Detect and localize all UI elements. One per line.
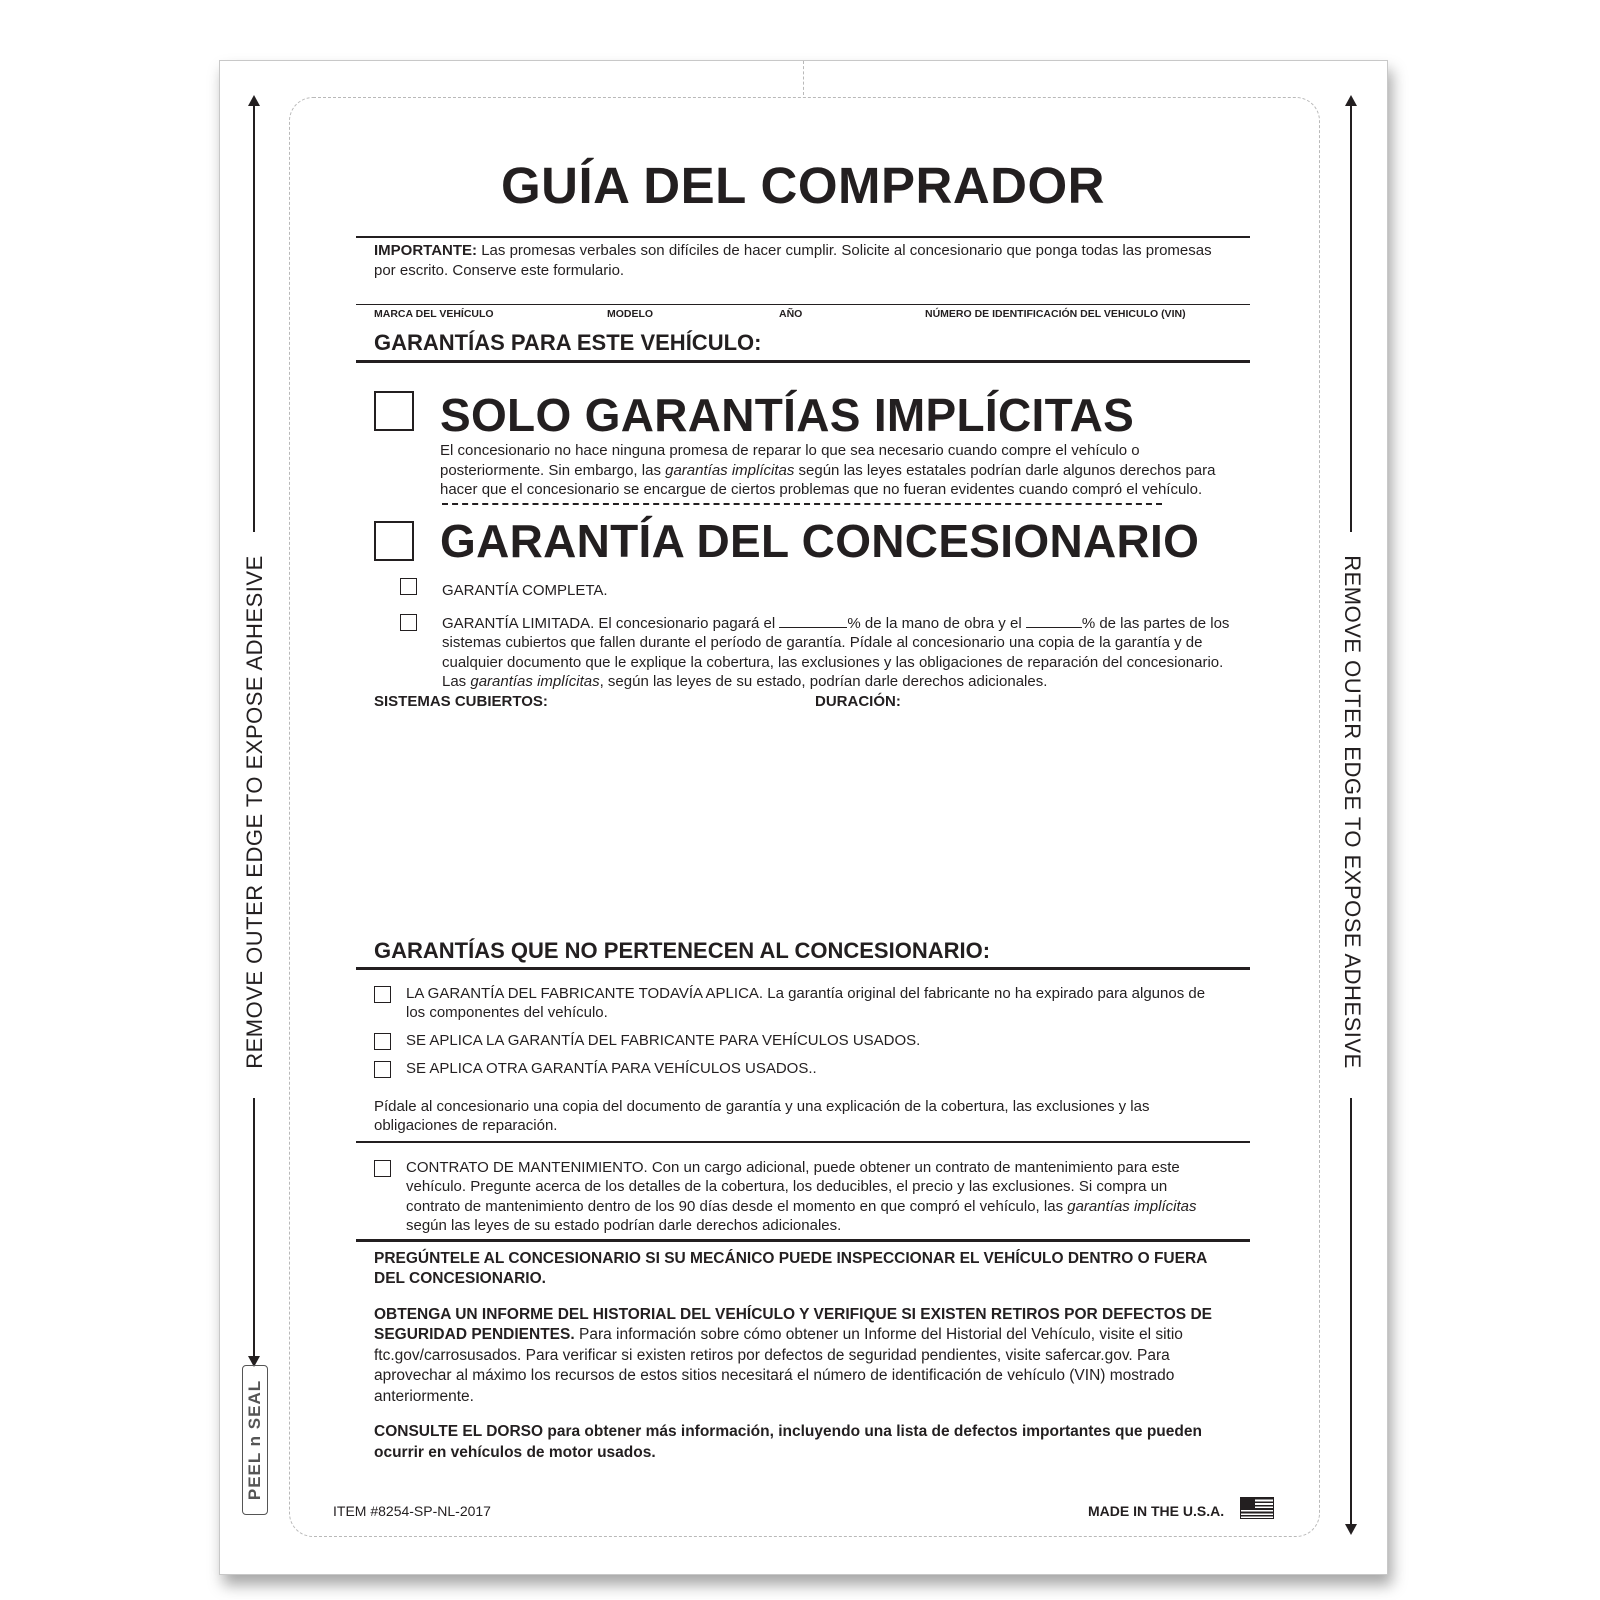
full-warranty-label: GARANTÍA COMPLETA. xyxy=(442,581,608,599)
labor-percent-blank[interactable] xyxy=(779,613,847,628)
vehicle-fields xyxy=(356,308,1250,320)
limited-warranty-text-4: , según las leyes de su estado, podrían darle derechos adicionales. xyxy=(599,673,1048,690)
limited-warranty-italic: garantías implícitas xyxy=(470,673,600,690)
implied-only-heading: SOLO GARANTÍAS IMPLÍCITAS xyxy=(440,389,1135,441)
right-arrow-line-top xyxy=(1350,104,1352,532)
right-arrow-line-bottom xyxy=(1350,1098,1352,1526)
service-contract-option xyxy=(356,1158,1250,1236)
made-in-usa: MADE IN THE U.S.A. xyxy=(1088,1503,1225,1519)
dealer-warranty-option xyxy=(356,515,1250,567)
full-warranty-option xyxy=(356,577,1250,601)
dealer-warranty-heading: GARANTÍA DEL CONCESIONARIO xyxy=(440,514,1200,567)
limited-warranty-text-1: GARANTÍA LIMITADA. El concesionario pagará el xyxy=(442,614,776,632)
us-flag-icon xyxy=(1240,1497,1274,1519)
title-rule xyxy=(356,236,1250,238)
note-rule xyxy=(356,1141,1250,1143)
implied-only-text-1: El concesionario no hace ninguna promesa de reparar lo que sea necesario cuando compre el vehículo o posteriormente. Sin embargo, las xyxy=(440,442,1140,479)
peel-n-seal-logo: PEEL n SEAL xyxy=(242,1365,268,1515)
inspection-notice: PREGÚNTELE AL CONCESIONARIO SI SU MECÁNICO PUEDE INSPECCIONAR EL VEHÍCULO DENTRO O FUERA DEL CONCESIONARIO. xyxy=(374,1249,1207,1287)
left-adhesive-label: REMOVE OUTER EDGE TO EXPOSE ADHESIVE xyxy=(242,555,267,1069)
other-used-checkbox[interactable] xyxy=(374,1061,391,1078)
service-contract-text-1: CONTRATO DE MANTENIMIENTO. Con un cargo adicional, puede obtener un contrato de mantenimiento para este vehículo. Pregunte acerca de los detalles de la cobertura, los deducibles, el precio y las exclusiones. Si compra un contrato de mantenimiento dentro de los 90 días desde el momento en que compró el vehículo, las xyxy=(406,1158,1180,1215)
full-warranty-checkbox[interactable] xyxy=(400,578,417,595)
important-text: Las promesas verbales son difíciles de hacer cumplir. Solicite al concesionario que ponga todas las promesas por escrito. Conserve este formulario. xyxy=(374,242,1212,279)
dealer-warranty-checkbox[interactable] xyxy=(374,521,414,561)
year-field-label[interactable]: AÑO xyxy=(779,308,803,320)
manufacturer-used-checkbox[interactable] xyxy=(374,1033,391,1050)
history-bold: OBTENGA UN INFORME DEL HISTORIAL DEL VEHÍCULO Y VERIFIQUE SI EXISTEN RETIROS POR DEFECTOS DE SEGURIDAD PENDIENTES. xyxy=(374,1305,1212,1343)
other-used-label: SE APLICA OTRA GARANTÍA PARA VEHÍCULOS USADOS.. xyxy=(406,1059,817,1077)
parts-percent-blank[interactable] xyxy=(1026,613,1082,628)
important-label: IMPORTANTE: xyxy=(374,242,478,259)
implied-only-checkbox[interactable] xyxy=(374,391,414,431)
option-divider xyxy=(442,503,1162,505)
manufacturer-used-option xyxy=(356,1031,1250,1051)
item-number: ITEM #8254-SP-NL-2017 xyxy=(333,1503,491,1519)
implied-only-text xyxy=(440,441,1230,500)
warranties-rule xyxy=(356,360,1250,363)
manufacturer-warranty-option xyxy=(356,984,1250,1023)
implied-only-italic: garantías implícitas xyxy=(665,461,795,479)
consult-notice: CONSULTE EL DORSO para obtener más información, incluyendo una lista de defectos importantes que pueden ocurrir en vehículos de motor usados. xyxy=(374,1423,1202,1461)
page-title: GUÍA DEL COMPRADOR xyxy=(500,157,1106,214)
limited-warranty-text-3: % de las partes de los sistemas cubiertos que fallen durante el período de garantía. Pídale al concesionario una copia de la garantía y de cualquier documento que le explique la cobertura, las exclusiones y las obligaciones de reparación del concesionario. Las xyxy=(442,614,1230,690)
vehicle-line xyxy=(356,304,1250,305)
history-notice xyxy=(356,1305,1250,1408)
service-contract-checkbox[interactable] xyxy=(374,1160,391,1177)
non-dealer-rule xyxy=(356,967,1250,970)
left-arrow-line-top xyxy=(253,104,255,532)
implied-only-content xyxy=(440,389,1230,500)
implied-only-text-2: según las leyes estatales podrían darle algunos derechos para hacer que el concesionario se encargue de ciertos problemas que no fueran evidentes cuando compró el vehículo. xyxy=(440,461,1216,498)
limited-warranty-text-2: % de la mano de obra y el xyxy=(847,614,1022,632)
non-dealer-note: Pídale al concesionario una copia del documento de garantía y una explicación de la cobertura, las exclusiones y las obligaciones de reparación. xyxy=(374,1097,1150,1134)
left-arrow-line-bottom xyxy=(253,1098,255,1358)
limited-warranty-checkbox[interactable] xyxy=(400,614,417,631)
systems-duration-row xyxy=(356,692,1250,712)
model-field-label[interactable]: MODELO xyxy=(607,308,654,320)
manufacturer-warranty-label: LA GARANTÍA DEL FABRICANTE TODAVÍA APLICA. La garantía original del fabricante no ha expirado para algunos de los componentes del vehículo. xyxy=(406,984,1206,1021)
service-contract-rule xyxy=(356,1239,1250,1242)
other-used-option xyxy=(356,1059,1250,1079)
service-contract-text-2: según las leyes de su estado podrían darle derechos adicionales. xyxy=(406,1217,842,1234)
right-adhesive-label: REMOVE OUTER EDGE TO EXPOSE ADHESIVE xyxy=(1340,555,1365,1069)
warranties-heading: GARANTÍAS PARA ESTE VEHÍCULO: xyxy=(374,330,762,355)
systems-duration-blank-area[interactable] xyxy=(356,712,1250,936)
important-notice xyxy=(356,241,1250,281)
right-arrow-down-icon xyxy=(1345,1524,1357,1535)
service-contract-text xyxy=(406,1158,1216,1236)
manufacturer-warranty-checkbox[interactable] xyxy=(374,986,391,1003)
non-dealer-heading: GARANTÍAS QUE NO PERTENECEN AL CONCESIONARIO: xyxy=(374,937,991,963)
history-text: Para información sobre cómo obtener un Informe del Historial del Vehículo, visite el sitio ftc.gov/carrosusados. Para verificar si existen retiros por defectos de seguridad pendientes, visite safercar.gov. Para aprovechar al máximo los recursos de estos sitios necesitará el número de identificación de vehículo (VIN) mostrado anteriormente. xyxy=(374,1326,1183,1405)
implied-only-option xyxy=(356,389,1250,500)
limited-warranty-text xyxy=(442,613,1232,692)
top-notch-cut xyxy=(803,61,804,95)
vin-field-label[interactable]: NÚMERO DE IDENTIFICACIÓN DEL VEHICULO (VIN) xyxy=(925,308,1186,320)
make-field-label[interactable]: MARCA DEL VEHÍCULO xyxy=(374,308,494,320)
systems-covered-label: SISTEMAS CUBIERTOS: xyxy=(374,692,548,710)
buyers-guide-form xyxy=(356,150,1250,1463)
manufacturer-used-label: SE APLICA LA GARANTÍA DEL FABRICANTE PARA VEHÍCULOS USADOS. xyxy=(406,1031,921,1049)
duration-label: DURACIÓN: xyxy=(815,692,901,710)
service-contract-italic: garantías implícitas xyxy=(1067,1197,1197,1215)
limited-warranty-option xyxy=(356,613,1250,692)
